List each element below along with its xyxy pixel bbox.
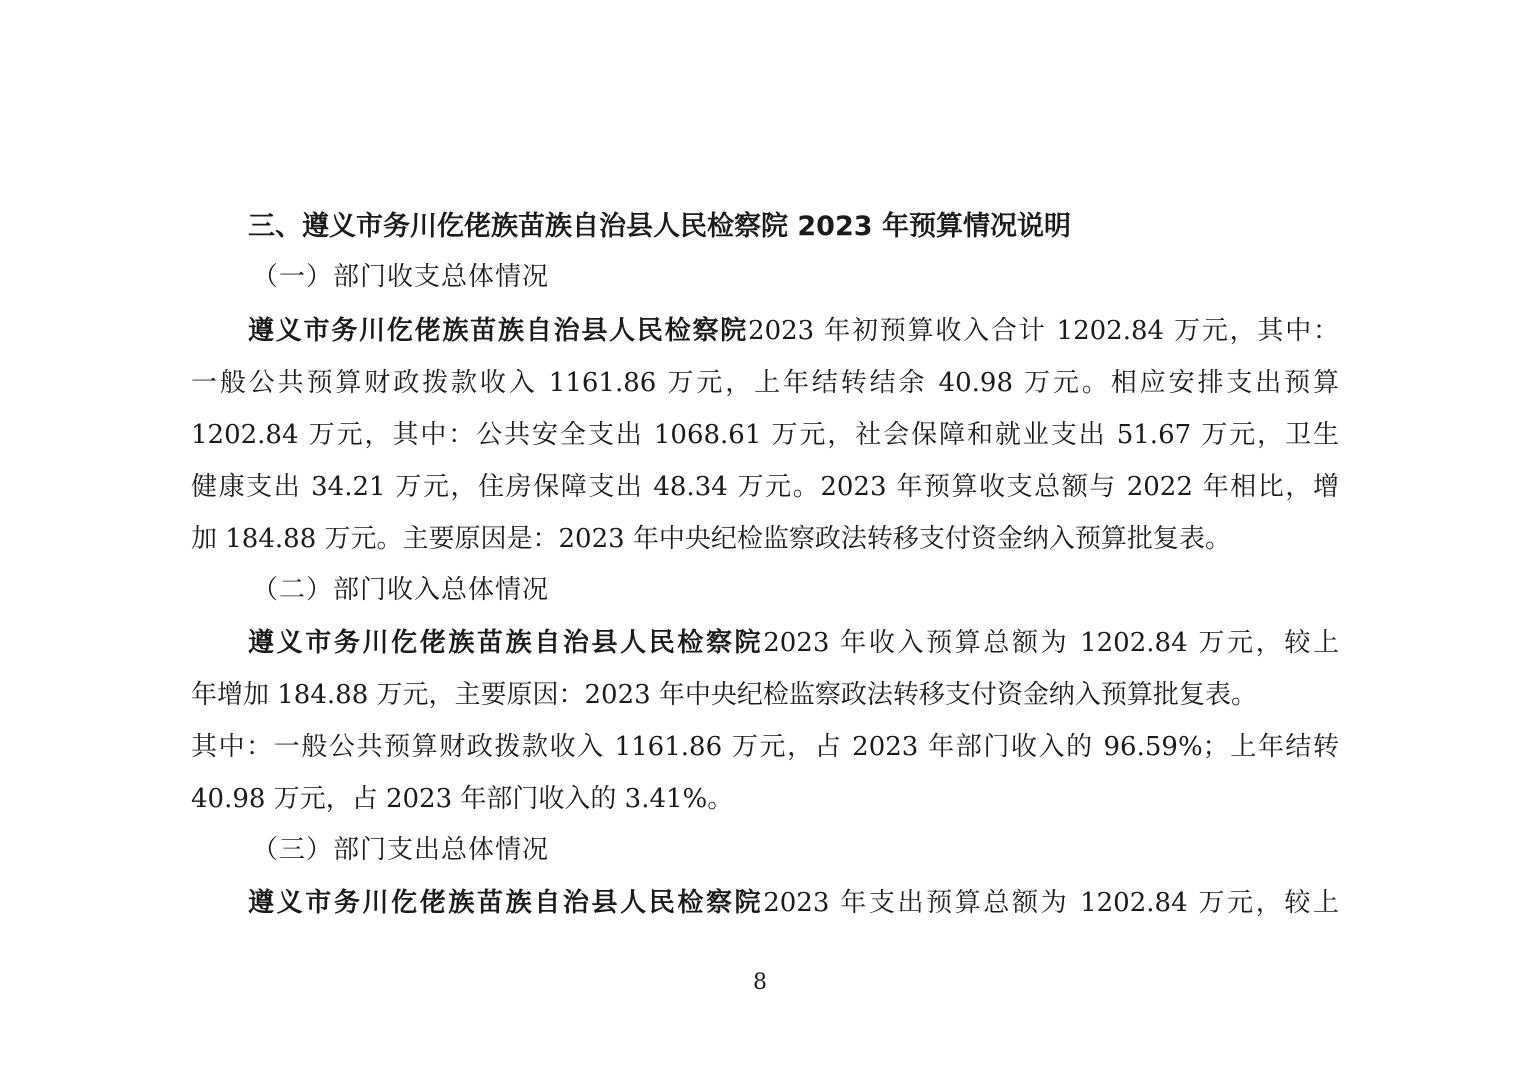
sub2-paragraph-line-4: 40.98 万元，占 2023 年部门收入的 3.41%。 — [191, 784, 734, 814]
sub3-paragraph-line-1 — [248, 883, 1339, 923]
subsection-2-title: （二）部门收入总体情况 — [252, 575, 550, 605]
page-number: 8 — [753, 970, 767, 995]
sub1-paragraph-line-2: 一般公共预算财政拨款收入 1161.86 万元，上年结转结余 40.98 万元。相应安排支出预算 — [191, 368, 1339, 398]
sub2-paragraph-line-3: 其中：一般公共预算财政拨款收入 1161.86 万元，占 2023 年部门收入的 96.59%；上年结转 — [191, 732, 1339, 762]
sub2-paragraph-line-1 — [248, 623, 1339, 663]
sub1-paragraph-line-1 — [248, 311, 1339, 351]
org-name: 遵义市务川仡佬族苗族自治县人民检察院 — [248, 888, 764, 918]
sub1-paragraph-line-3: 1202.84 万元，其中：公共安全支出 1068.61 万元，社会保障和就业支出 51.67 万元，卫生 — [191, 420, 1339, 450]
sub1-paragraph-line-4: 健康支出 34.21 万元，住房保障支出 48.34 万元。2023 年预算收支总额与 2022 年相比，增 — [191, 472, 1339, 502]
sub2-line-1-text: 2023 年收入预算总额为 1202.84 万元，较上 — [763, 628, 1339, 658]
subsection-1-title: （一）部门收支总体情况 — [252, 262, 550, 292]
sub2-paragraph-line-2: 年增加 184.88 万元，主要原因：2023 年中央纪检监察政法转移支付资金纳入预算批复表。 — [191, 680, 1257, 710]
sub1-paragraph-line-5: 加 184.88 万元。主要原因是：2023 年中央纪检监察政法转移支付资金纳入预算批复表。 — [191, 524, 1231, 554]
org-name: 遵义市务川仡佬族苗族自治县人民检察院 — [248, 628, 764, 658]
subsection-3-title: （三）部门支出总体情况 — [252, 835, 550, 865]
section-heading: 三、遵义市务川仡佬族苗族自治县人民检察院 2023 年预算情况说明 — [248, 211, 1071, 242]
sub3-line-1-text: 2023 年支出预算总额为 1202.84 万元，较上 — [763, 888, 1339, 918]
org-name: 遵义市务川仡佬族苗族自治县人民检察院 — [248, 316, 749, 346]
sub1-line-1-text: 2023 年初预算收入合计 1202.84 万元，其中： — [748, 316, 1339, 346]
